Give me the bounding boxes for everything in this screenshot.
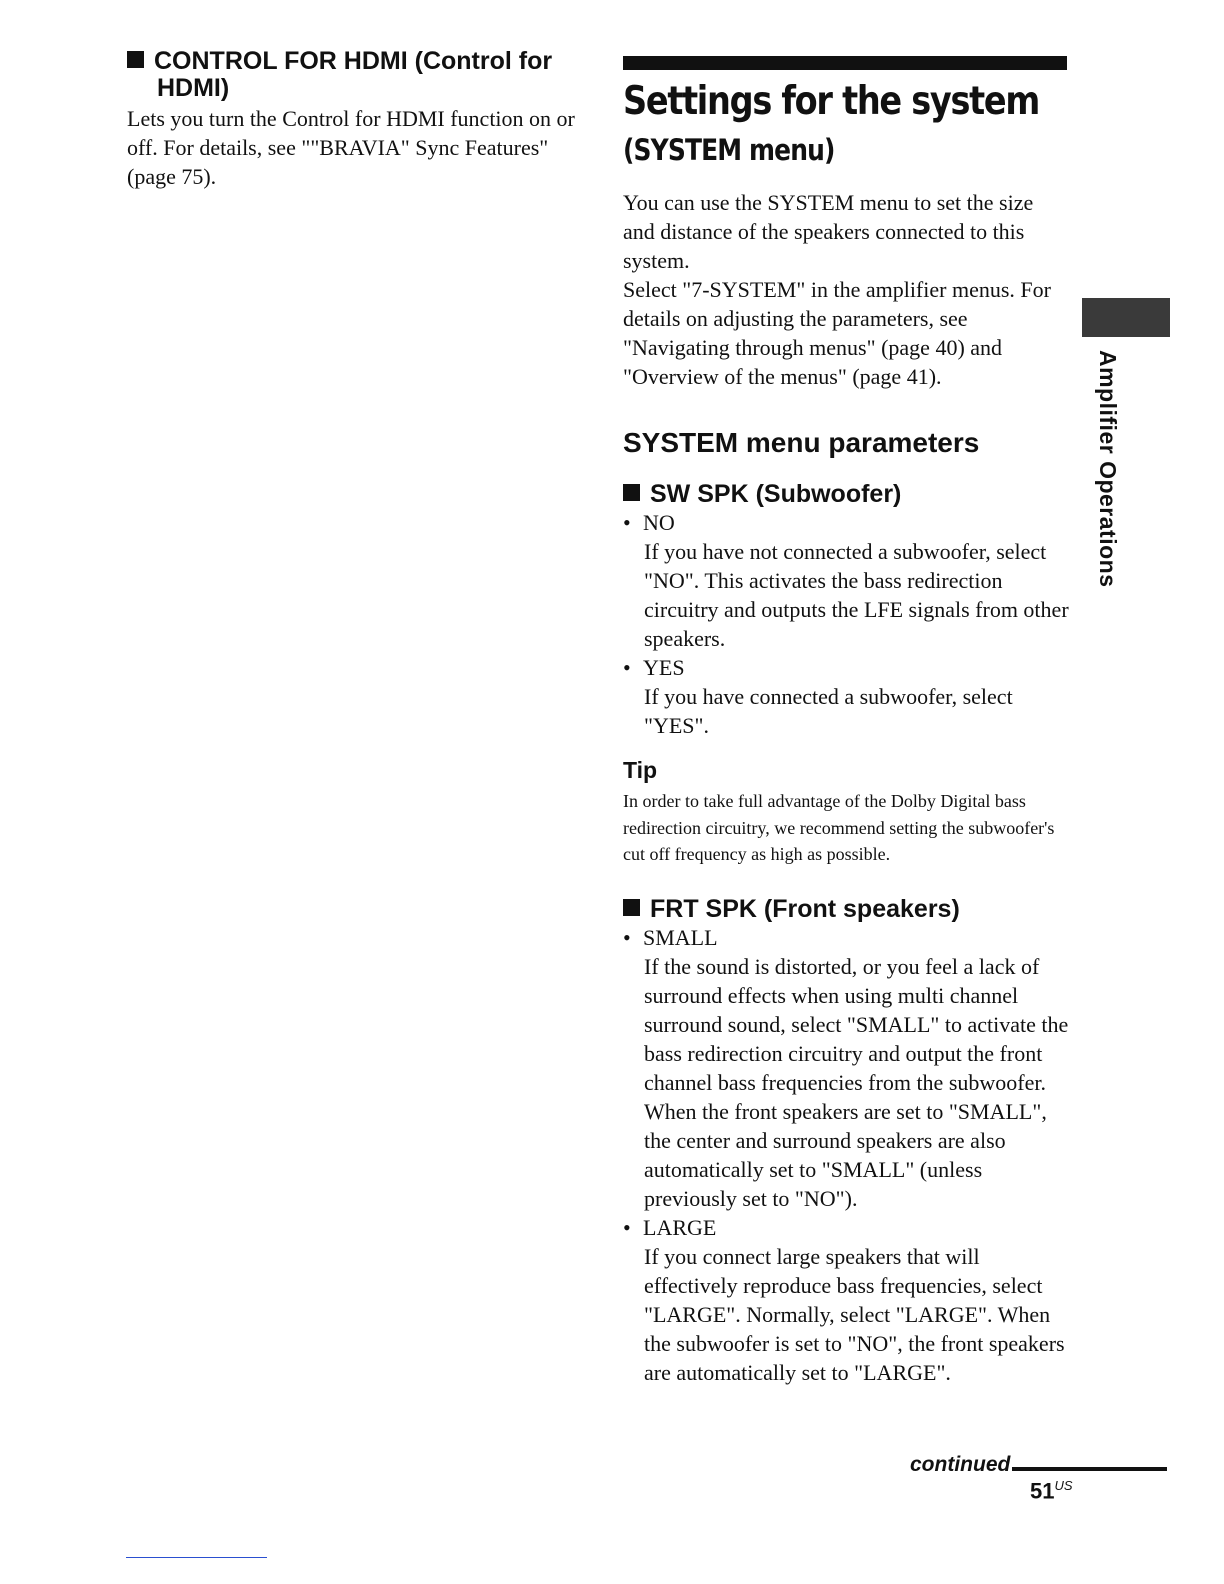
option-label: SMALL: [643, 924, 718, 950]
option-label: YES: [643, 655, 685, 680]
option-label: LARGE: [643, 1214, 717, 1240]
tip-text: In order to take full advantage of the Dolby Digital bass redirection circuitry, we recommend setting the subwoofer's cut off frequency as high as possible.: [623, 791, 1055, 864]
square-bullet-icon: [623, 899, 640, 916]
bullet-dot-icon: •: [623, 655, 631, 680]
option-description: If you connect large speakers that will effectively reproduce bass frequencies, select "LARGE". Normally, select "LARGE". When the subwoofer is set to "NO", the front speakers are automatically set to "LARGE".: [644, 1243, 1065, 1385]
left-column: [127, 48, 577, 191]
option-label: NO: [643, 510, 675, 535]
sw-spk-heading-text: SW SPK (Subwoofer): [650, 480, 902, 508]
frt-option-small: [623, 923, 1069, 1213]
section-heading: SYSTEM menu parameters: [623, 427, 980, 458]
option-description: If you have not connected a subwoofer, select "NO". This activates the bass redirection circuitry and outputs the LFE signals from other speakers.: [644, 539, 1069, 651]
frt-spk-heading-text: FRT SPK (Front speakers): [650, 894, 960, 923]
intro: [623, 188, 1069, 391]
sw-spk-heading: [623, 481, 1069, 508]
page-number-suffix: US: [1054, 1478, 1073, 1493]
title-bar: [623, 56, 1067, 70]
crop-mark: [126, 1557, 267, 1558]
right-column: [623, 56, 1069, 1387]
frt-option-large: [623, 1213, 1069, 1387]
sw-option-no: [623, 508, 1069, 653]
chapter-tab: [1082, 298, 1170, 337]
control-hdmi-heading: [127, 48, 577, 102]
option-description: If the sound is distorted, or you feel a lack of surround effects when using multi channel surround sound, select "SMALL" to activate the bass redirection circuitry and output the front channel bass frequencies from the subwoofer. When the front speakers are set to "SMALL", the center and surround speakers are also automatically set to "SMALL" (unless previously set to "NO").: [644, 953, 1069, 1211]
intro-paragraph-2: Select "7-SYSTEM" in the amplifier menus. For details on adjusting the parameters, see "Navigating through menus" (page 40) and "Overview of the menus" (page 41).: [623, 277, 1051, 389]
page-title: Settings for the system: [623, 79, 1040, 124]
option-description: If you have connected a subwoofer, select "YES".: [644, 684, 1013, 738]
sw-option-yes: [623, 653, 1069, 740]
page-subtitle: (SYSTEM menu): [623, 133, 835, 167]
frt-spk-heading: [623, 896, 1069, 923]
square-bullet-icon: [623, 484, 640, 501]
chapter-label: Amplifier Operations: [1095, 350, 1121, 588]
square-bullet-icon: [127, 51, 144, 68]
tip-heading: Tip: [623, 757, 658, 783]
bullet-dot-icon: •: [623, 510, 631, 535]
control-hdmi-heading-text: CONTROL FOR HDMI (Control for HDMI): [154, 47, 553, 102]
continued-marker: [910, 1453, 1167, 1477]
page-number: [1030, 1478, 1073, 1504]
bullet-dot-icon: •: [623, 1214, 631, 1240]
control-hdmi-body: Lets you turn the Control for HDMI function on or off. For details, see ""BRAVIA" Sync Features" (page 75).: [127, 106, 575, 189]
intro-paragraph-1: You can use the SYSTEM menu to set the size and distance of the speakers connected to this system.: [623, 190, 1034, 273]
continued-rule: [1012, 1467, 1167, 1471]
bullet-dot-icon: •: [623, 924, 631, 950]
continued-text: continued: [910, 1453, 1011, 1476]
page-number-value: 51: [1030, 1478, 1055, 1504]
